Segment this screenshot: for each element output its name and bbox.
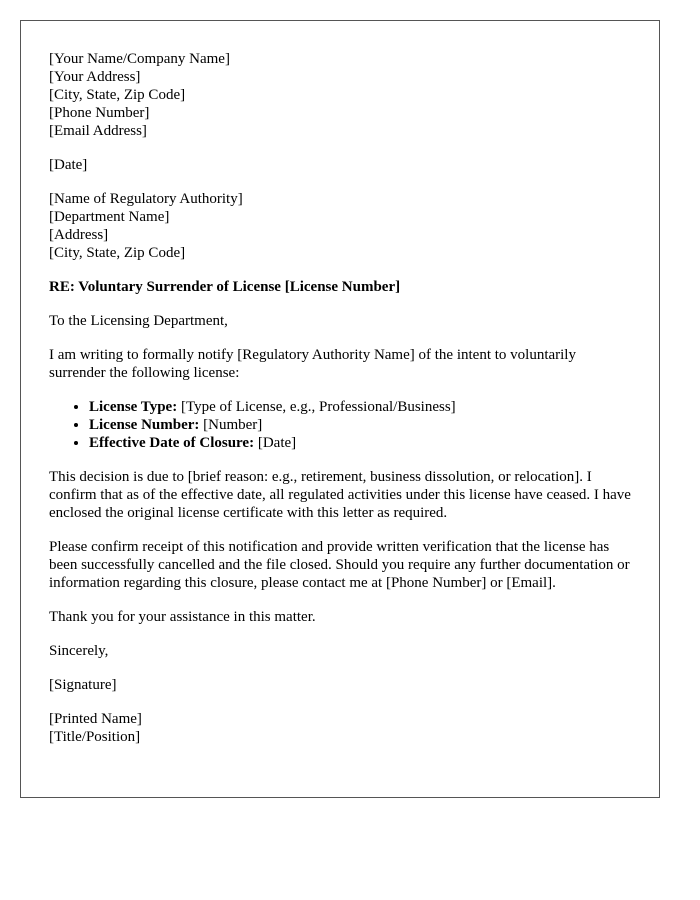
list-item — [89, 416, 631, 434]
detail-value: [Date] — [254, 435, 297, 451]
sender-city: [City, State, Zip Code] — [49, 87, 186, 103]
detail-label: License Number: — [89, 417, 200, 433]
recipient-department: [Department Name] — [49, 209, 170, 225]
signature-line: [Signature] — [49, 677, 117, 693]
list-item — [89, 398, 631, 416]
recipient-city: [City, State, Zip Code] — [49, 245, 186, 261]
thanks-line: Thank you for your assistance in this matter. — [49, 609, 316, 625]
letter-date: [Date] — [49, 157, 88, 173]
sender-name: [Your Name/Company Name] — [49, 51, 230, 67]
reason-paragraph: This decision is due to [brief reason: e.g., retirement, business dissolution, or relocation]. I confirm that as of the effective date, all regulated activities under this license have ceased. I have enclosed the original license certificate with this letter as required. — [49, 469, 631, 521]
detail-value: [Type of License, e.g., Professional/Business] — [177, 399, 456, 415]
detail-value: [Number] — [199, 417, 263, 433]
sender-email: [Email Address] — [49, 123, 147, 139]
signoff-block — [49, 710, 631, 746]
list-item — [89, 434, 631, 452]
sender-address: [Your Address] — [49, 69, 141, 85]
detail-label: License Type: — [89, 399, 178, 415]
recipient-authority: [Name of Regulatory Authority] — [49, 191, 243, 207]
date-block — [49, 156, 631, 174]
detail-label: Effective Date of Closure: — [89, 435, 255, 451]
confirm-paragraph: Please confirm receipt of this notification and provide written verification that the license has been successfully cancelled and the file closed. Should you require any further documentation or information regarding this closure, please contact me at [Phone Number] or [Email]. — [49, 539, 630, 591]
letter-page — [20, 20, 660, 798]
sender-block — [49, 50, 631, 140]
subject-line: RE: Voluntary Surrender of License [License Number] — [49, 279, 401, 295]
intro-paragraph: I am writing to formally notify [Regulatory Authority Name] of the intent to voluntarily surrender the following license: — [49, 347, 576, 381]
title-position: [Title/Position] — [49, 729, 141, 745]
recipient-address: [Address] — [49, 227, 109, 243]
closing-line: Sincerely, — [49, 643, 109, 659]
recipient-block — [49, 190, 631, 262]
printed-name: [Printed Name] — [49, 711, 142, 727]
license-details-list — [49, 398, 631, 452]
salutation: To the Licensing Department, — [49, 313, 228, 329]
sender-phone: [Phone Number] — [49, 105, 150, 121]
